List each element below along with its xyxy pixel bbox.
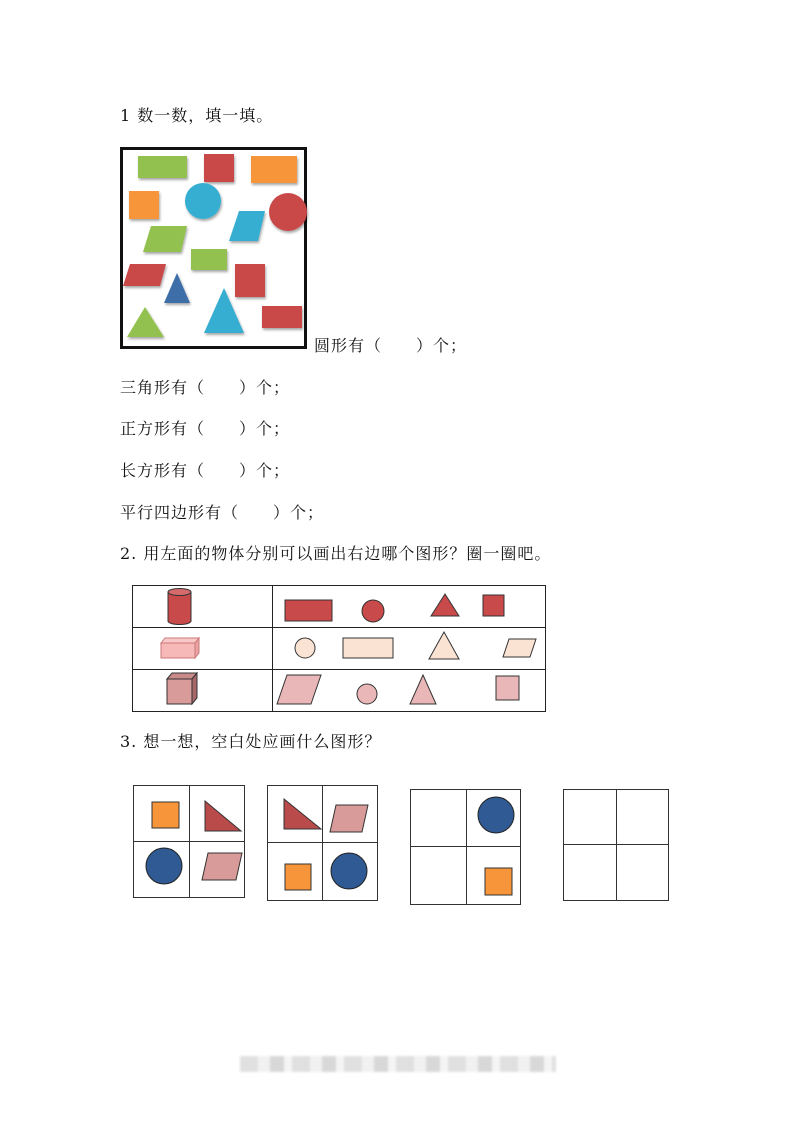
- red-right-triangle: [284, 799, 321, 829]
- option-triangle: [431, 594, 459, 616]
- green-rectangle-2: [191, 249, 227, 270]
- green-triangle: [127, 307, 164, 337]
- cuboid-icon: [133, 628, 272, 669]
- q1-rectangle-count: 长方形有（ ）个；: [120, 461, 291, 480]
- pattern-grid-2: [267, 785, 378, 901]
- blue-circle: [478, 797, 514, 833]
- pattern-grid-3: [410, 789, 521, 905]
- red-circle: [269, 193, 307, 231]
- option-rectangle: [343, 638, 393, 658]
- option-parallelogram: [277, 675, 321, 704]
- object-cell-cube: [133, 670, 273, 712]
- orange-square: [285, 864, 311, 890]
- option-circle: [295, 638, 315, 658]
- pattern-grid-1: [133, 785, 245, 898]
- table-row: [133, 586, 546, 628]
- table-row: [133, 628, 546, 670]
- answer-grid[interactable]: [563, 789, 669, 901]
- option-triangle: [429, 632, 459, 659]
- blue-circle: [146, 848, 182, 884]
- options-row-2: [273, 628, 545, 669]
- q3-title: 3. 想一想，空白处应画什么图形？: [120, 732, 382, 751]
- red-square-2: [235, 264, 265, 297]
- option-square: [496, 676, 519, 700]
- object-cell-cylinder: [133, 586, 273, 628]
- option-square: [483, 595, 504, 616]
- table-row: [133, 670, 546, 712]
- orange-square: [152, 802, 179, 828]
- cylinder-icon: [133, 586, 272, 627]
- green-parallelogram: [143, 226, 187, 252]
- option-triangle: [410, 675, 436, 704]
- cyan-circle: [185, 183, 221, 219]
- options-row-3: [273, 670, 545, 711]
- q2-table: [132, 585, 546, 712]
- green-rectangle-1: [138, 156, 187, 178]
- options-row-1: [273, 586, 545, 627]
- option-rectangle: [285, 600, 332, 621]
- option-circle: [362, 600, 384, 622]
- red-square-1: [204, 154, 234, 182]
- blue-triangle: [164, 273, 190, 303]
- options-cell-3: [273, 670, 546, 712]
- red-right-triangle: [205, 801, 241, 831]
- pink-parallelogram: [202, 853, 242, 880]
- red-rectangle: [262, 306, 302, 328]
- options-cell-2: [273, 628, 546, 670]
- option-parallelogram: [503, 639, 536, 657]
- option-circle: [357, 684, 377, 704]
- blurred-footer: [240, 1056, 556, 1072]
- shapes-box: [120, 147, 307, 349]
- q1-title: 1 数一数，填一填。: [120, 106, 274, 125]
- shapes-illustration: [120, 147, 310, 347]
- pink-parallelogram: [330, 805, 368, 832]
- blue-circle: [331, 853, 367, 889]
- cyan-parallelogram: [229, 211, 265, 241]
- q1-circle-count: 圆形有（ ）个；: [314, 336, 468, 355]
- orange-rectangle-1: [251, 156, 297, 183]
- red-parallelogram: [123, 264, 166, 286]
- q2-title: 2. 用左面的物体分别可以画出右边哪个图形？圈一圈吧。: [120, 544, 552, 563]
- options-cell-1: [273, 586, 546, 628]
- object-cell-cuboid: [133, 628, 273, 670]
- orange-square: [485, 868, 512, 895]
- cube-icon: [133, 670, 272, 711]
- q1-triangle-count: 三角形有（ ）个；: [120, 378, 291, 397]
- orange-square-1: [129, 191, 159, 219]
- q1-parallelogram-count: 平行四边形有（ ）个；: [120, 503, 325, 522]
- q1-square-count: 正方形有（ ）个；: [120, 419, 291, 438]
